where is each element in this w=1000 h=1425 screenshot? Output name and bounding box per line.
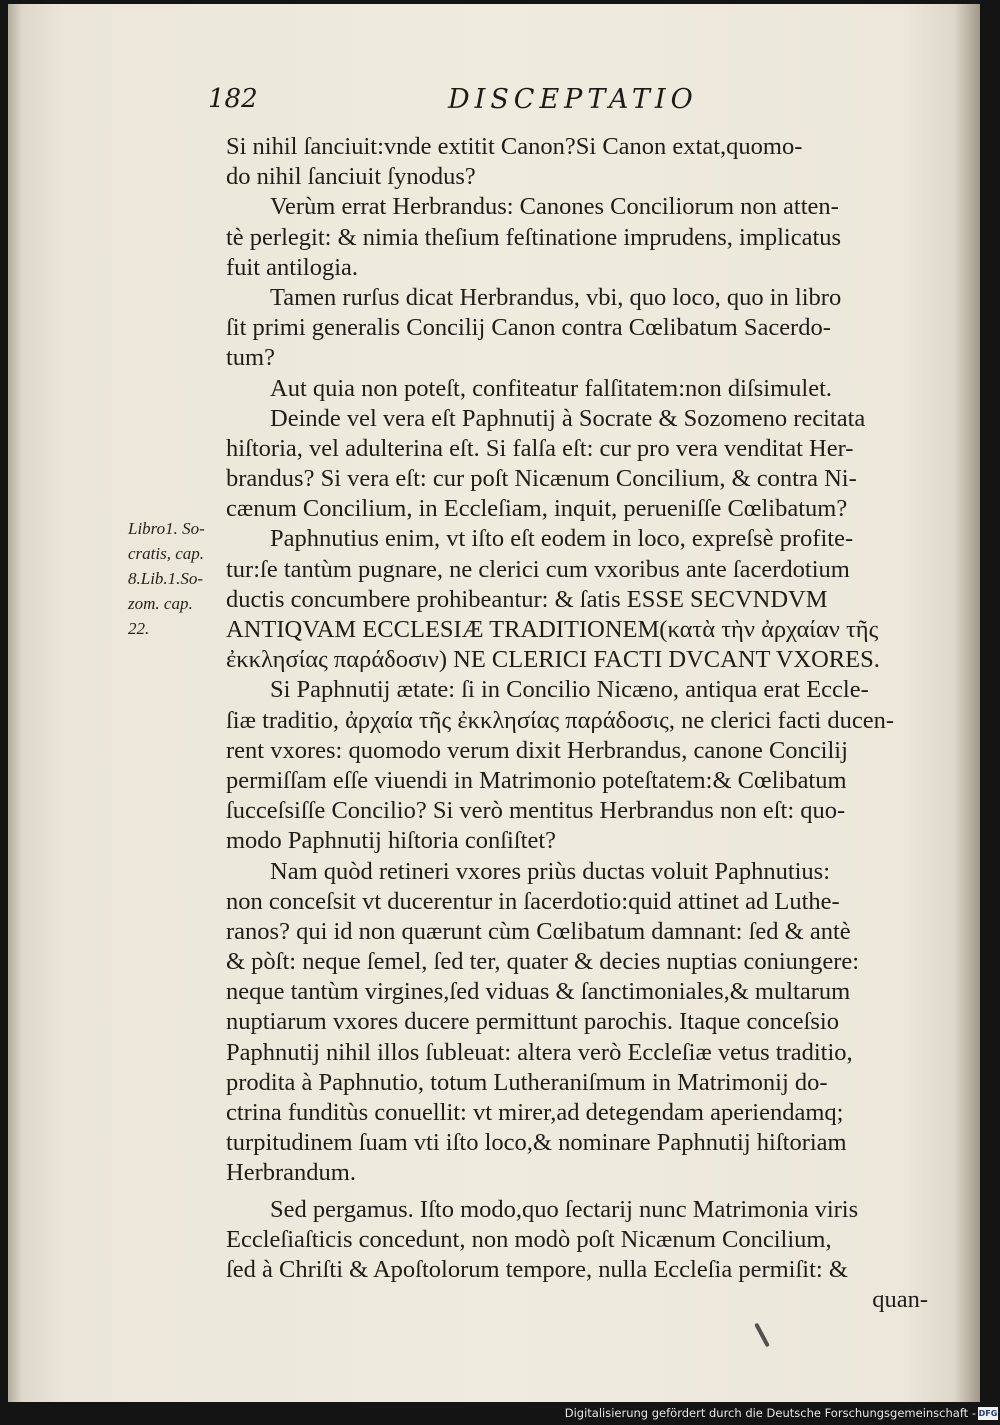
text-line: rent vxores: quomodo verum dixit Herbrandus, canone Concilij xyxy=(226,736,848,764)
text-line: cænum Concilium, in Eccleſiam, inquit, perueniſſe Cœlibatum? xyxy=(226,495,848,523)
marginal-note-line: cratis, cap. xyxy=(128,544,205,563)
funding-notice: Digitalisierung gefördert durch die Deutsche Forschungsgemeinschaft - xyxy=(564,1406,976,1420)
marginal-note xyxy=(128,516,224,641)
text-line: Deinde vel vera eſt Paphnutij à Socrate & Sozomeno recitata xyxy=(270,404,866,432)
footer-bar xyxy=(0,1403,1000,1425)
text-line: hiſtoria, vel adulterina eſt. Si falſa eſt: cur pro vera venditat Her- xyxy=(226,434,854,462)
pencil-mark xyxy=(754,1323,770,1348)
marginal-note-line: zom. cap. xyxy=(128,594,193,613)
text-line: nuptiarum vxores ducere permittunt parochis. Itaque conceſsio xyxy=(226,1008,839,1036)
text-line: Verùm errat Herbrandus: Canones Conciliorum non atten- xyxy=(270,193,839,221)
page-number: 182 xyxy=(208,84,258,114)
text-line: neque tantùm virgines,ſed viduas & ſanctimoniales,& multarum xyxy=(226,978,851,1006)
text-line: Paphnutius enim, vt iſto eſt eodem in loco, expreſsè profite- xyxy=(270,525,854,553)
page-header xyxy=(208,84,728,120)
text-line: Sed pergamus. Iſto modo,quo ſectarij nunc Matrimonia viris xyxy=(270,1195,859,1223)
text-line: tur:ſe tantùm pugnare, ne clerici cum vxoribus ante ſacerdotium xyxy=(226,555,850,583)
text-line: ſucceſsiſſe Concilio? Si verò mentitus Herbrandus non eſt: quo- xyxy=(226,797,846,825)
text-line: ANTIQVAM ECCLESIÆ TRADITIONEM(κατὰ τὴν ἀρχαίαν τῆς xyxy=(226,616,879,643)
text-line: ſed à Chriſti & Apoſtolorum tempore, nulla Eccleſia permiſit: & xyxy=(226,1255,848,1283)
marginal-note-line: 8.Lib.1.So- xyxy=(128,569,204,588)
text-line: ductis concumbere prohibeantur: & ſatis ESSE SECVNDVM xyxy=(226,585,828,613)
text-line: modo Paphnutij hiſtoria conſiſtet? xyxy=(226,827,557,855)
text-line: ἐκκλησίας παράδοσιν) NE CLERICI FACTI DVCANT VXORES. xyxy=(226,646,880,674)
marginal-note-line: Libro1. So- xyxy=(128,519,205,538)
text-line: Tamen rurſus dicat Herbrandus, vbi, quo loco, quo in libro xyxy=(270,283,842,311)
running-head: DISCEPTATIO xyxy=(448,84,698,115)
text-line: fuit antilogia. xyxy=(226,253,358,281)
page-edge-shadow xyxy=(8,4,22,1402)
text-line: Si Paphnutij ætate: ſi in Concilio Nicæno, antiqua erat Eccle- xyxy=(270,676,869,704)
text-line: ſiæ traditio, ἀρχαία τῆς ἐκκλησίας παράδοσις, ne clerici facti ducen- xyxy=(226,706,894,734)
text-line: Herbrandum. xyxy=(226,1159,356,1187)
text-line: permiſſam eſſe viuendi in Matrimonio poteſtatem:& Cœlibatum xyxy=(226,766,847,794)
text-line: & pòſt: neque ſemel, ſed ter, quater & decies nuptias coniungere: xyxy=(226,948,860,976)
marginal-note-line: 22. xyxy=(128,619,150,638)
text-line: turpitudinem ſuam vti iſto loco,& nominare Paphnutij hiſtoriam xyxy=(226,1129,847,1157)
dfg-logo-icon: DFG xyxy=(978,1409,998,1418)
text-line: ranos? qui id non quærunt cùm Cœlibatum damnant: ſed & antè xyxy=(226,917,851,945)
text-line: Paphnutij nihil illos ſubleuat: altera verò Eccleſiæ vetus traditio, xyxy=(226,1038,853,1066)
text-line: Aut quia non poteſt, confiteatur falſitatem:non diſsimulet. xyxy=(270,374,833,402)
text-line: Nam quòd retineri vxores priùs ductas voluit Paphnutius: xyxy=(270,857,831,885)
catchword: quan- xyxy=(872,1286,928,1314)
spine-shadow xyxy=(954,4,980,1402)
text-line: Eccleſiaſticis concedunt, non modò poſt Nicænum Concilium, xyxy=(226,1225,832,1253)
text-line: ctrina funditùs conuellit: vt mirer,ad detegendam aperiendamq; xyxy=(226,1099,844,1126)
text-line: tum? xyxy=(226,344,275,372)
text-line: ſit primi generalis Concilij Canon contra Cœlibatum Sacerdo- xyxy=(226,314,831,342)
text-line: non conceſsit vt ducerentur in ſacerdotio:quid attinet ad Luthe- xyxy=(226,887,840,915)
book-page xyxy=(8,4,980,1402)
text-line: do nihil ſanciuit ſynodus? xyxy=(226,163,476,191)
text-line: prodita à Paphnutio, totum Lutheraniſmum in Matrimonij do- xyxy=(226,1068,828,1096)
body-text xyxy=(226,132,942,1315)
text-line: Si nihil ſanciuit:vnde extitit Canon?Si Canon extat,quomo- xyxy=(226,133,803,160)
text-line: brandus? Si vera eſt: cur poſt Nicænum Concilium, & contra Ni- xyxy=(226,465,857,493)
text-line: tè perlegit: & nimia theſium feſtinatione imprudens, implicatus xyxy=(226,223,842,251)
